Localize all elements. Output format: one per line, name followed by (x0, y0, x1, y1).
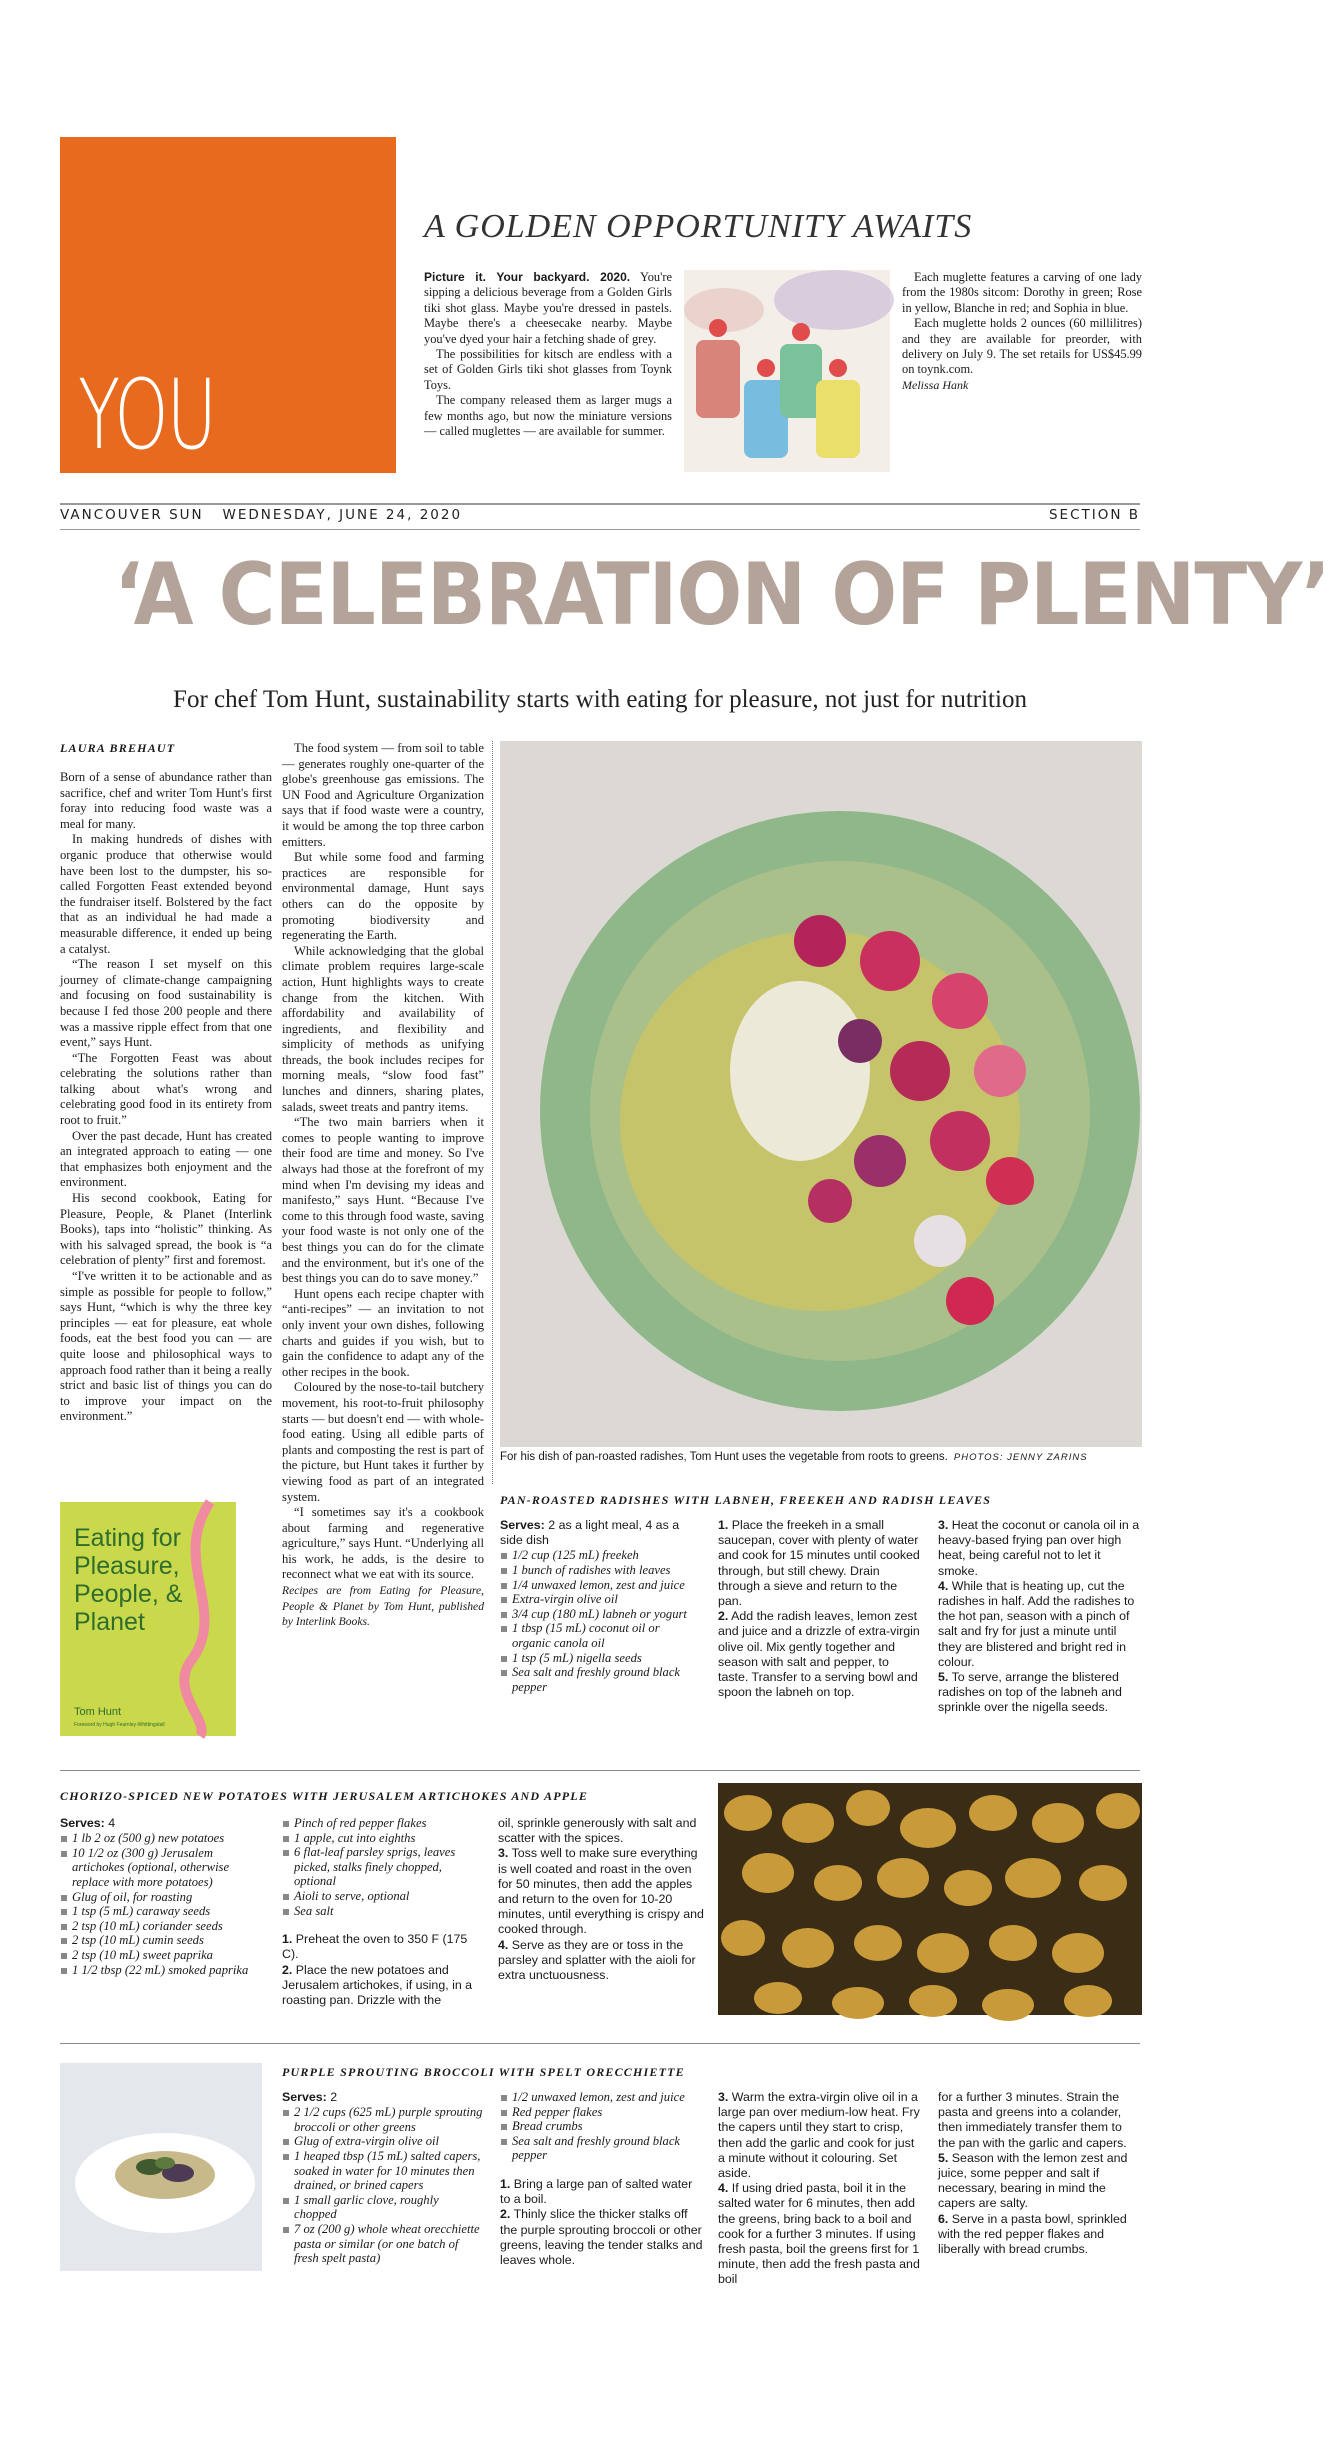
article-paragraph: Hunt opens each recipe chapter with “anti-recipes” — an invitation to not only invent your own dishes, following charts and guides if you wish, but to gain the confidence to adapt any of the other recipes in the book. (282, 1286, 484, 1379)
section-rule (60, 1770, 1140, 1771)
broccoli-steps-2 (938, 2090, 1142, 2257)
book-author: Tom Hunt (74, 1706, 122, 1718)
ingredient: 1 lb 2 oz (500 g) new potatoes (60, 1831, 256, 1846)
byline: LAURA BREHAUT (60, 741, 176, 755)
ingredient: 2 tsp (10 mL) coriander seeds (60, 1919, 256, 1934)
recipe-step: 2. Place the new potatoes and Jerusalem artichokes, if using, in a roasting pan. Drizzle with the (282, 1962, 473, 2007)
paper-name: VANCOUVER SUN (60, 507, 204, 523)
ingredient: 1 bunch of radishes with leaves (500, 1563, 700, 1578)
radish-ingredients: Serves: 2 as a light meal, 4 as a side dish 1/2 cup (125 mL) freekeh 1 bunch of radishes with leaves 1/4 unwaxed lemon, zest and juice Extra-virgin olive oil 3/4 cup (180 mL) labneh or yogurt 1 tbsp (15 mL) coconut oil or organic canola oil 1 tsp (5 mL) nigella seeds Sea salt and freshly ground black pepper (500, 1518, 700, 1694)
ingredient: 1 small garlic clove, roughly chopped (282, 2193, 484, 2222)
masthead (60, 507, 1140, 523)
book-title: Eating for Pleasure, People, & Planet (74, 1524, 183, 1636)
photo-credit: PHOTOS: JENNY ZARINS (953, 1452, 1088, 1463)
book-cover (60, 1502, 236, 1736)
ingredient: 2 tsp (10 mL) sweet paprika (60, 1948, 256, 1963)
ingredient: 1 apple, cut into eighths (282, 1831, 482, 1846)
ingredient: 1 tsp (5 mL) caraway seeds (60, 1904, 256, 1919)
article-paragraph: His second cookbook, Eating for Pleasure, People, & Planet (Interlink Books), taps into “holistic” thinking. As with his salvaged spread, the book is “a celebration of plenty” first and foremost. (60, 1191, 272, 1268)
tiki-glasses-illustration (684, 270, 890, 472)
masthead-rule-bottom (60, 529, 1140, 530)
article-paragraph: Over the past decade, Hunt has created an integrated approach to eating — one that emphasizes both enjoyment and the environment. (60, 1128, 272, 1190)
ingredient: Glug of oil, for roasting (60, 1890, 256, 1905)
tiki-glasses-photo (684, 270, 890, 472)
recipe-step: 5. Season with the lemon zest and juice, some pepper and salt if necessary, bearing in mind the capers are salty. (938, 2150, 1128, 2211)
ingredient: 2 1/2 cups (625 mL) purple sprouting broccoli or other greens (282, 2105, 484, 2134)
recipe-title-broccoli: PURPLE SPROUTING BROCCOLI WITH SPELT ORECCHIETTE (282, 2065, 685, 2079)
ingredient: 1 1/2 tbsp (22 mL) smoked paprika (60, 1963, 256, 1978)
column-divider (492, 741, 493, 1484)
serves-value: 4 (108, 1816, 116, 1830)
section-logo (60, 137, 396, 473)
ingredient: Bread crumbs (500, 2119, 704, 2134)
section-logo-text: YOU (78, 359, 215, 471)
broccoli-steps-1 (718, 2090, 922, 2288)
golden-paragraph: Each muglette holds 2 ounces (60 millilitres) and they are available for preorder, with delivery on July 9. The set retails for US$45.99 on toynk.com. (902, 316, 1142, 377)
ingredient: Glug of extra-virgin olive oil (282, 2134, 484, 2149)
ingredient: Extra-virgin olive oil (500, 1592, 700, 1607)
ingredient: 3/4 cup (180 mL) labneh or yogurt (500, 1607, 700, 1622)
radish-steps-1 (718, 1518, 922, 1700)
article-paragraph: “The reason I set myself on this journey of climate-change campaigning and focusing on food sustainability is because I fed those 200 people and there was a massive ripple effect from that one event,” says Hunt. (60, 957, 272, 1050)
recipe-step: 4. Serve as they are or toss in the parsley and splatter with the aioli for extra unctuousness. (498, 1937, 696, 1983)
article-paragraph: The food system — from soil to table — generates roughly one-quarter of the globe's greenhouse gas emissions. The UN Food and Agriculture Organization says that if food waste were a country, it would be among the top three carbon emitters. (282, 741, 484, 849)
broccoli-pasta-illustration (60, 2063, 262, 2271)
recipe-step: 1. Preheat the oven to 350 F (175 C). (282, 1932, 468, 1962)
ingredient: 10 1/2 oz (300 g) Jerusalem artichokes (optional, otherwise replace with more potatoes) (60, 1846, 256, 1890)
recipe-step: 5. To serve, arrange the blistered radishes on top of the labneh and sprinkle over the nigella seeds. (938, 1670, 1122, 1715)
serves-value: 2 (330, 2090, 338, 2104)
recipe-step: 2. Add the radish leaves, lemon zest and juice and a drizzle of extra-virgin olive oil. Mix gently together and season with salt and pepper, to taste. Transfer to a serving bowl and spoon the labneh on top. (718, 1609, 920, 1700)
golden-column-2 (902, 270, 1142, 393)
broccoli-ingredients-2 (500, 2090, 704, 2268)
radish-steps-2 (938, 1518, 1142, 1716)
potatoes-illustration (718, 1783, 1142, 2015)
ingredient: 1/4 unwaxed lemon, zest and juice (500, 1578, 700, 1593)
article-paragraph: “The Forgotten Feast was about celebrating the solutions rather than talking about what's wrong and celebrating good food in its entirety from root to fruit.” (60, 1050, 272, 1128)
chorizo-ingredients-2 (282, 1816, 482, 2008)
broccoli-ingredients-1: Serves: 2 2 1/2 cups (625 mL) purple sprouting broccoli or other greens Glug of extra-virgin olive oil 1 heaped tbsp (15 mL) salted capers, soaked in water for 10 minutes then drained, or brined capers 1 small garlic clove, roughly chopped 7 oz (200 g) whole wheat orecchiette pasta or similar (or one batch of fresh spelt pasta) (282, 2090, 483, 2266)
ingredient: Sea salt and freshly ground black pepper (500, 2134, 704, 2163)
caption-text: For his dish of pan-roasted radishes, Tom Hunt uses the vegetable from roots to greens. (500, 1451, 948, 1463)
ingredient: Red pepper flakes (500, 2105, 704, 2120)
section-label: SECTION B (1048, 507, 1140, 523)
article-paragraph: In making hundreds of dishes with organic produce that otherwise would have been lost to the dumpster, his so-called Forgotten Feast extended beyond the fundraiser itself. Bolstered by the fact that as an individual he had made a measurable difference, it ended up being a catalyst. (60, 832, 272, 956)
recipe-step: 3. Toss well to make sure everything is well coated and roast in the oven for 50 minutes, then add the apples and return to the oven for 10-20 minutes, until everything is crispy and cooked through. (498, 1846, 704, 1937)
recipe-step: 2. Thinly slice the thicker stalks off the purple sprouting broccoli or other greens, leaving the tender stalks and leaves whole. (500, 2207, 703, 2267)
article-paragraph: “I've written it to be actionable and as simple as possible for people to follow,” says Hunt, “which is why the three key principles — eat for pleasure, eat whole foods, eat the best food you can — are quite loose and philosophical ways to approach food rather than it being a really strict and basic list of things you can do to improve your impact on the environment.” (60, 1269, 272, 1424)
chorizo-ingredients-1: Serves: 4 1 lb 2 oz (500 g) new potatoes 10 1/2 oz (300 g) Jerusalem artichokes (optional, otherwise replace with more potatoes) Glug of oil, for roasting 1 tsp (5 mL) caraway seeds 2 tsp (10 mL) coriander seeds 2 tsp (10 mL) cumin seeds 2 tsp (10 mL) sweet paprika 1 1/2 tbsp (22 mL) smoked paprika (60, 1816, 256, 1977)
golden-paragraph: The possibilities for kitsch are endless with a set of Golden Girls tiki shot glasses from Toynk Toys. (424, 347, 672, 392)
golden-paragraph: You're sipping a delicious beverage from a Golden Girls tiki shot glass. Maybe you're dressed in pastels. Maybe there's a cheesecake nearby. Maybe you've dyed your hair a fetching shade of grey. (424, 270, 672, 346)
golden-paragraph: Each muglette features a carving of one lady from the 1980s sitcom: Dorothy in green; Rose in yellow, Blanche in red; and Sophia in blue. (902, 270, 1142, 315)
article-paragraph: Born of a sense of abundance rather than sacrifice, chef and writer Tom Hunt's first foray into reducing food waste was a meal for many. (60, 770, 272, 831)
article-paragraph: While acknowledging that the global climate problem requires large-scale action, Hunt highlights ways to create change from the kitchen. With affordability and availability of ingredients, and flexibility and simplicity of methods as unifying threads, the book includes recipes for morning meals, “slow food fast” lunches and dinners, sharing plates, salads, sweet treats and pantry items. (282, 943, 484, 1114)
golden-byline: Melissa Hank (902, 377, 969, 392)
recipe-step: 6. Serve in a pasta bowl, sprinkled with the red pepper flakes and liberally with bread crumbs. (938, 2211, 1127, 2257)
recipe-step: 3. Heat the coconut or canola oil in a heavy-based frying pan over high heat, being careful not to let it smoke. (938, 1518, 1140, 1578)
issue-date: WEDNESDAY, JUNE 24, 2020 (222, 507, 463, 523)
radish-dish-illustration (500, 741, 1142, 1447)
recipe-step: 1. Bring a large pan of salted water to a boil. (500, 2176, 693, 2207)
recipe-step: 3. Warm the extra-virgin olive oil in a large pan over medium-low heat. Fry the capers until they start to crisp, then add the garlic and cook for just a minute without it colouring. Set aside. (718, 2090, 920, 2181)
ingredient: 1 tsp (5 mL) nigella seeds (500, 1651, 700, 1666)
recipe-step-continued: for a further 3 minutes. Strain the pasta and greens into a colander, then immediately transfer them to the pan with the garlic and capers. (938, 2090, 1127, 2150)
article-paragraph: “I sometimes say it's a cookbook about farming and regenerative agriculture,” says Hunt. “Underlying all his work, he adds, is the desire to reconnect what we eat with its source. (282, 1505, 484, 1582)
ingredient: 1 heaped tbsp (15 mL) salted capers, soaked in water for 10 minutes then drained, or brined capers (282, 2149, 484, 2193)
article-paragraph: “The two main barriers when it comes to people wanting to improve their food are time and money. So I've always had those at the forefront of my mind when I'm devising my ideas and manifesto,” says Hunt. “Because I've come to this through food waste, saving your food waste is not only one of the best things you can do for the climate and the environment, but it's one of the best things you can do to save money.” (282, 1115, 484, 1286)
potatoes-photo (718, 1783, 1142, 2015)
serves-value: 2 as a light meal, 4 as a side dish (500, 1518, 680, 1548)
ingredient: 7 oz (200 g) whole wheat orecchiette pasta or similar (or one batch of fresh spelt pasta) (282, 2222, 484, 2266)
recipe-title-chorizo: CHORIZO-SPICED NEW POTATOES WITH JERUSALEM ARTICHOKES AND APPLE (60, 1789, 589, 1803)
recipe-step: 1. Place the freekeh in a small saucepan, cover with plenty of water and cook for 15 minutes until cooked through, but still chewy. Drain through a sieve and return to the pan. (718, 1518, 920, 1609)
book-foreword: Foreword by Hugh Fearnley-Whittingstall (74, 1722, 165, 1728)
ingredient: 1/2 unwaxed lemon, zest and juice (500, 2090, 704, 2105)
golden-column-1 (424, 270, 672, 439)
radish-dish-photo (500, 741, 1142, 1447)
ingredient: Pinch of red pepper flakes (282, 1816, 482, 1831)
masthead-rule-top (60, 503, 1140, 505)
recipe-step: 4. While that is heating up, cut the radishes in half. Add the radishes to the hot pan, season with a pinch of salt and fry for just a minute until they are blistered and bright red in colour. (938, 1578, 1135, 1669)
ingredient: 1 tbsp (15 mL) coconut oil or organic canola oil (500, 1621, 700, 1650)
chorizo-steps (498, 1816, 708, 1983)
ingredient: 2 tsp (10 mL) cumin seeds (60, 1933, 256, 1948)
ingredient: 6 flat-leaf parsley sprigs, leaves picked, stalks finely chopped, optional (282, 1845, 482, 1889)
source-note: Recipes are from Eating for Pleasure, People & Planet by Tom Hunt, published by Interlink Books. (282, 1584, 484, 1629)
ingredient: Sea salt and freshly ground black pepper (500, 1665, 700, 1694)
article-column-2 (282, 741, 484, 1630)
golden-lead: Picture it. Your backyard. 2020. (424, 270, 631, 284)
ingredient: Sea salt (282, 1904, 482, 1919)
article-paragraph: But while some food and farming practices are responsible for environmental damage, Hunt says others can do the opposite by promoting biodiversity and regenerating the Earth. (282, 850, 484, 943)
section-rule (60, 2043, 1140, 2044)
recipe-step: 4. If using dried pasta, boil it in the salted water for 6 minutes, then add the greens, bring back to a boil and cook for a further 3 minutes. If using fresh pasta, boil the greens first for 1 minute, then add the fresh pasta and boil (718, 2181, 920, 2287)
article-paragraph: Coloured by the nose-to-tail butchery movement, his root-to-fruit philosophy starts — but doesn't end — with whole-food eating. Using all edible parts of plants and composting the rest is part of the picture, but Hunt takes it further by viewing food as part of an integrated system. (282, 1380, 484, 1504)
ingredient: 1/2 cup (125 mL) freekeh (500, 1548, 700, 1563)
ingredient: Aioli to serve, optional (282, 1889, 482, 1904)
headline: ‘A CELEBRATION OF PLENTY’ (114, 545, 1330, 645)
recipe-step-continued: oil, sprinkle generously with salt and scatter with the spices. (498, 1816, 697, 1846)
broccoli-pasta-photo (60, 2063, 262, 2271)
photo-caption (500, 1451, 1142, 1463)
golden-paragraph: The company released them as larger mugs a few months ago, but now the miniature versions — called muglettes — are available for summer. (424, 393, 672, 439)
article-column-1 (60, 770, 272, 1425)
deck: For chef Tom Hunt, sustainability starts with eating for pleasure, not just for nutrition (173, 686, 1027, 713)
recipe-title-radishes: PAN-ROASTED RADISHES WITH LABNEH, FREEKEH AND RADISH LEAVES (500, 1493, 992, 1507)
golden-title: A GOLDEN OPPORTUNITY AWAITS (424, 208, 973, 245)
